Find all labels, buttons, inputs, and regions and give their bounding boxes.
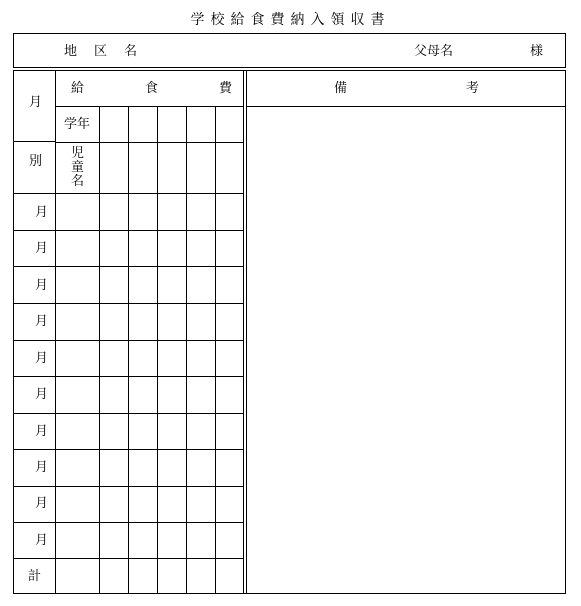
grade-label: 学年 <box>64 117 91 132</box>
child-name-char-3: 名 <box>71 174 85 189</box>
month-row-label: 月 <box>35 387 49 402</box>
month-row-label: 月 <box>35 496 49 511</box>
fee-header-char-1: 給 <box>71 81 85 96</box>
honorific-label: 様 <box>530 44 544 59</box>
month-row-label: 月 <box>35 460 49 475</box>
table-outer <box>14 71 566 594</box>
month-row-label: 月 <box>35 351 49 366</box>
child-name-char-2: 童 <box>71 160 85 175</box>
month-row-label: 月 <box>35 424 49 439</box>
district-name-label: 地 区 名 <box>64 44 140 59</box>
parent-name-label: 父母名 <box>414 44 454 59</box>
betsu-header-label: 別 <box>29 154 43 169</box>
month-header-label: 月 <box>29 95 43 110</box>
child-name-char-1: 児 <box>71 146 85 161</box>
document-title: 学校給食費納入領収書 <box>190 12 391 28</box>
child-name-label <box>71 147 84 189</box>
month-row-label: 月 <box>35 241 49 256</box>
total-row-label: 計 <box>28 569 42 584</box>
fee-header-char-3: 費 <box>219 81 233 96</box>
month-row-label: 月 <box>35 278 49 293</box>
month-row-label: 月 <box>35 533 49 548</box>
remarks-header-char-2: 考 <box>466 81 480 96</box>
month-row-label: 月 <box>35 314 49 329</box>
fee-header-char-2: 食 <box>145 81 159 96</box>
month-row-label: 月 <box>35 205 49 220</box>
remarks-header-char-1: 備 <box>334 81 348 96</box>
